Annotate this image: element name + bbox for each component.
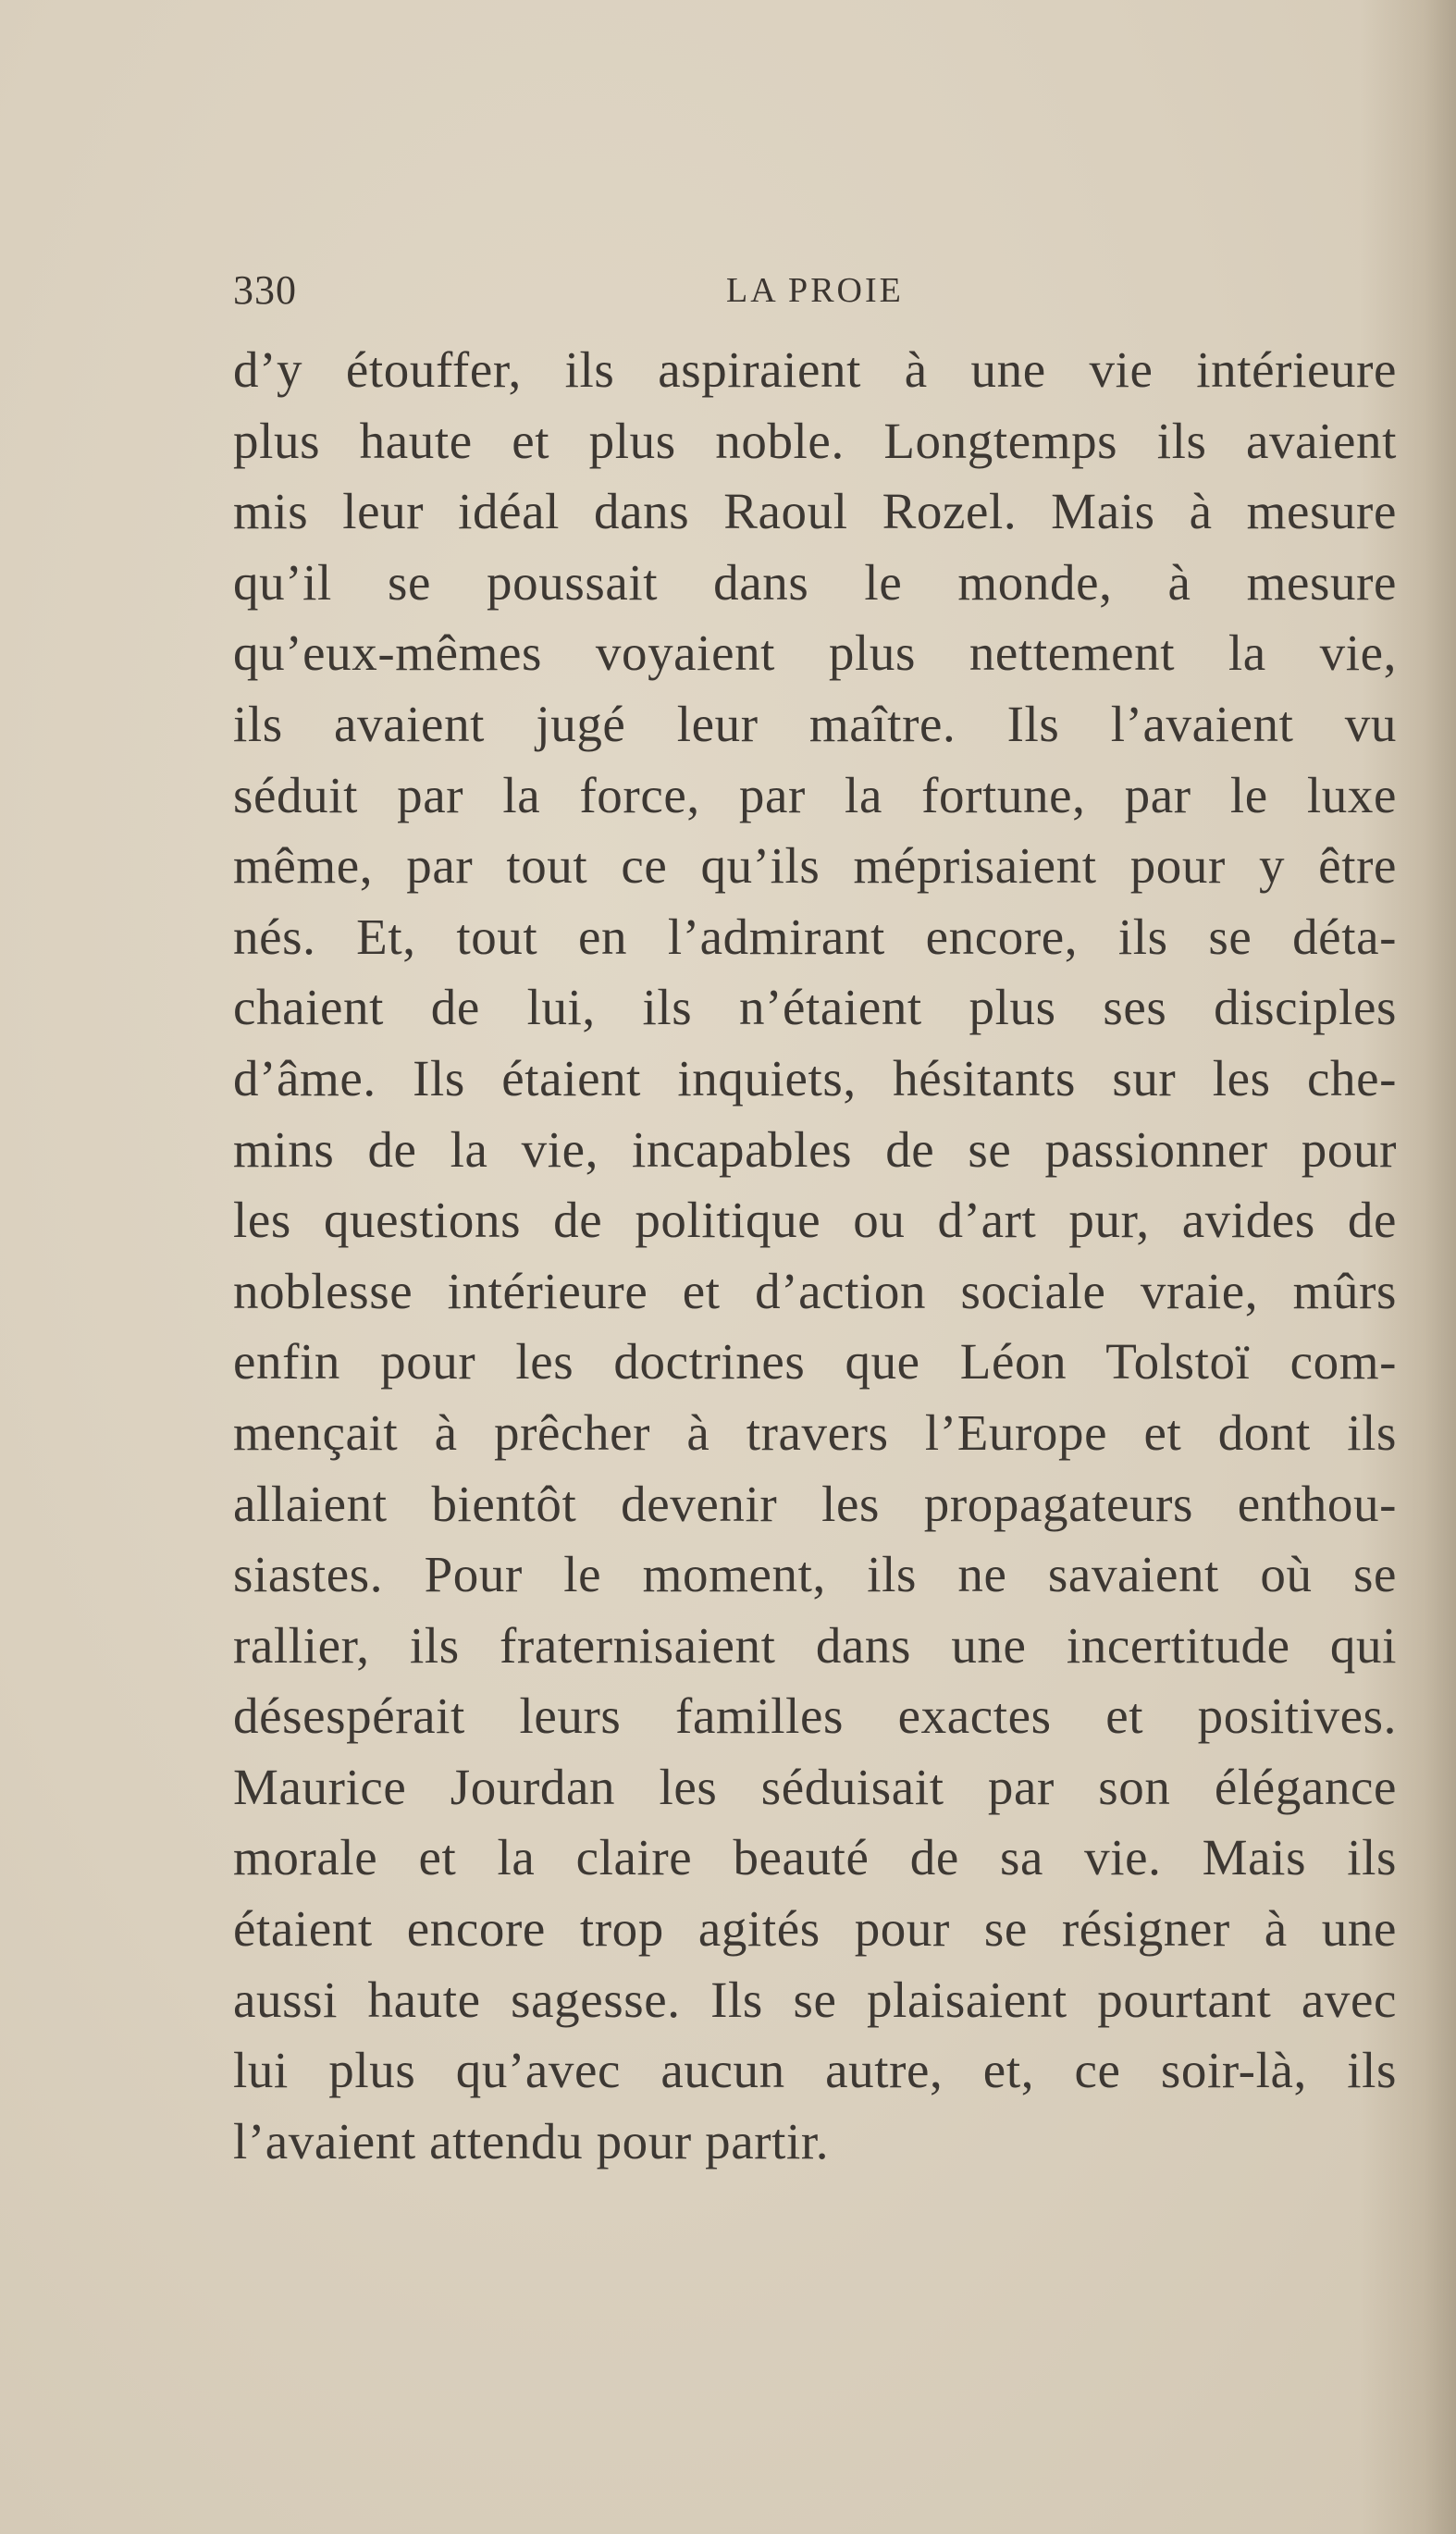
text-line: mins de la vie, incapables de se passionner pour bbox=[233, 1120, 1397, 1178]
text-line: qu’il se poussait dans le monde, à mesure bbox=[233, 553, 1397, 611]
text-line: enfin pour les doctrines que Léon Tolstoï com- bbox=[233, 1333, 1397, 1391]
body-text bbox=[233, 335, 1397, 2177]
running-head bbox=[233, 266, 1389, 322]
text-line: même, par tout ce qu’ils méprisaient pour y être bbox=[233, 837, 1397, 895]
text-line: mençait à prêcher à travers l’Europe et dont ils bbox=[233, 1403, 1397, 1461]
text-line: ils avaient jugé leur maître. Ils l’avaient vu bbox=[233, 695, 1397, 752]
text-line: lui plus qu’avec aucun autre, et, ce soir-là, ils bbox=[233, 2042, 1397, 2099]
text-line: noblesse intérieure et d’action sociale vraie, mûrs bbox=[233, 1262, 1397, 1319]
text-line: nés. Et, tout en l’admirant encore, ils se déta- bbox=[233, 908, 1397, 965]
text-line: siastes. Pour le moment, ils ne savaient où se bbox=[233, 1546, 1397, 1603]
text-line: d’y étouffer, ils aspiraient à une vie intérieure bbox=[233, 341, 1397, 398]
text-line: séduit par la force, par la fortune, par le luxe bbox=[233, 766, 1397, 823]
text-line: rallier, ils fraternisaient dans une incertitude qui bbox=[233, 1616, 1397, 1674]
text-line: morale et la claire beauté de sa vie. Mais ils bbox=[233, 1829, 1397, 1886]
text-line: désespérait leurs familles exactes et positives. bbox=[233, 1687, 1397, 1745]
text-line: qu’eux-mêmes voyaient plus nettement la vie, bbox=[233, 624, 1397, 682]
text-line: d’âme. Ils étaient inquiets, hésitants sur les che- bbox=[233, 1049, 1397, 1106]
text-line: l’avaient attendu pour partir. bbox=[233, 2112, 830, 2169]
text-line: les questions de politique ou d’art pur, avides de bbox=[233, 1192, 1397, 1249]
text-line: allaient bientôt devenir les propagateurs enthou- bbox=[233, 1475, 1397, 1532]
text-line: étaient encore trop agités pour se résigner à une bbox=[233, 1900, 1397, 1958]
text-line: plus haute et plus noble. Longtemps ils avaient bbox=[233, 412, 1397, 469]
page-number: 330 bbox=[233, 267, 297, 313]
running-title: LA PROIE bbox=[726, 271, 904, 310]
text-line: Maurice Jourdan les séduisait par son élégance bbox=[233, 1758, 1397, 1815]
text-line: aussi haute sagesse. Ils se plaisaient pourtant avec bbox=[233, 1971, 1397, 2028]
text-line: chaient de lui, ils n’étaient plus ses disciples bbox=[233, 979, 1397, 1036]
text-line: mis leur idéal dans Raoul Rozel. Mais à mesure bbox=[233, 483, 1397, 540]
